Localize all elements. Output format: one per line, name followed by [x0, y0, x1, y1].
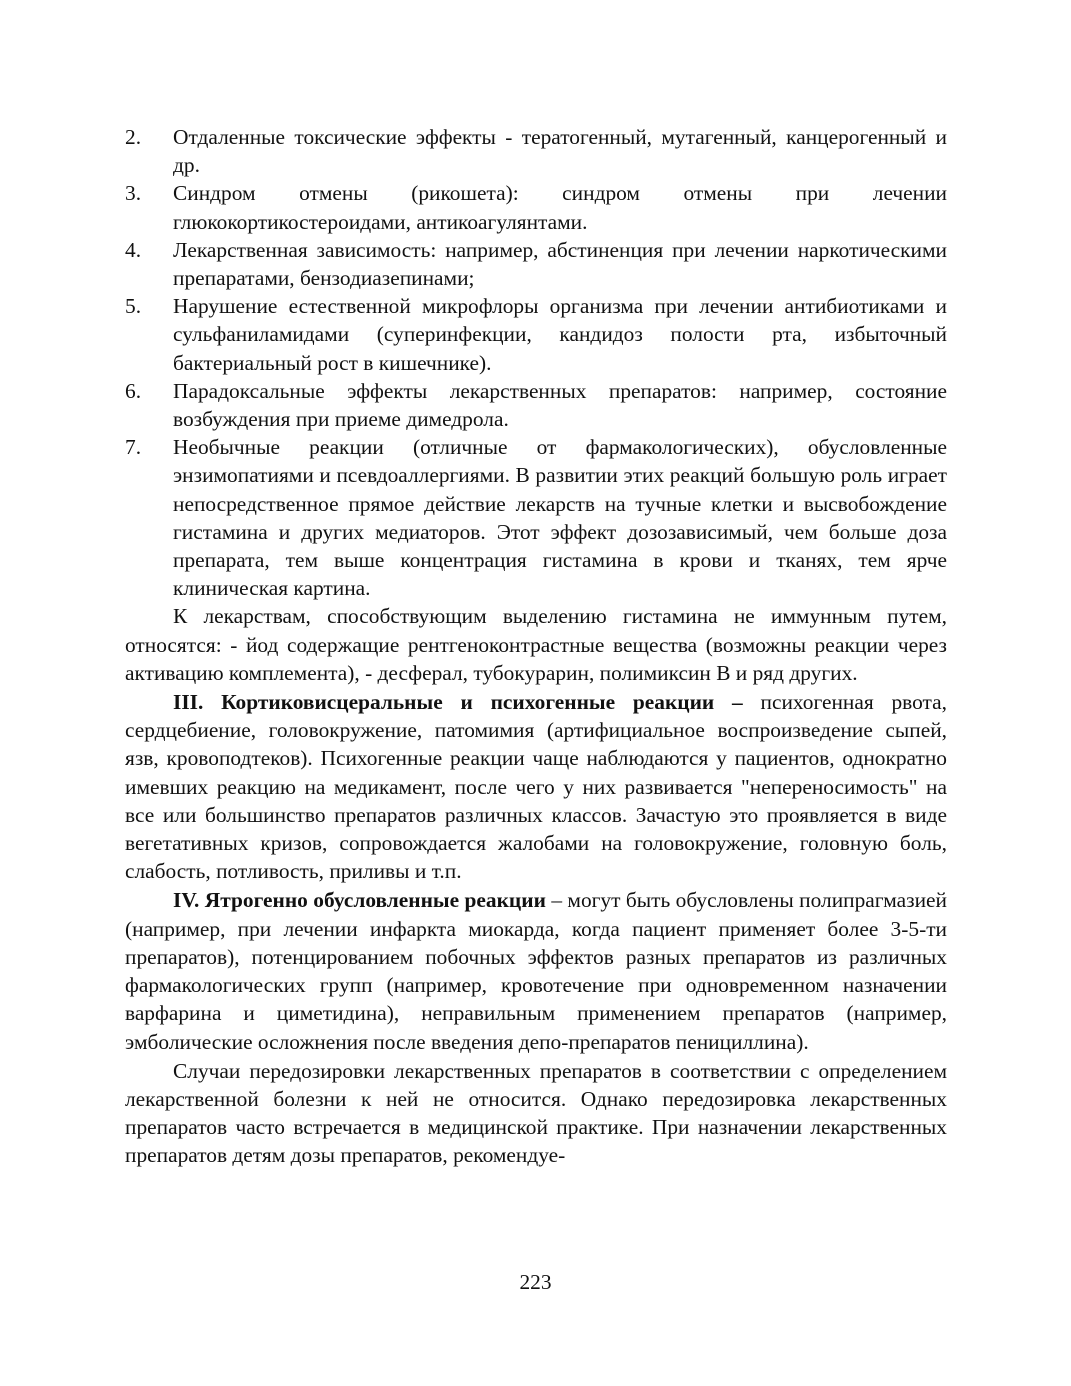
section-4-heading: IV. Ятрогенно обусловленные реакции: [173, 888, 546, 913]
list-item-text: Лекарственная зависимость: например, абстиненция при лечении наркотическими препаратами, бензодиазепинами;: [173, 237, 947, 291]
list-item-text: Синдром отмены (рикошета): синдром отмены при лечении глюкокортикостероидами, антикоагулянтами.: [173, 181, 947, 234]
list-item: [125, 236, 947, 292]
numbered-list: [125, 123, 947, 602]
list-item-text: Необычные реакции (отличные от фармакологических), обусловленные энзимопатиями и псевдоаллергиями. В развитии этих реакций большую роль играет непосредственное прямое действие лекарств на тучные клетки и высвобождение гистамина и других медиаторов. Этот эффект дозозависимый, чем больше доза препарата, тем выше концентрация гистамина в крови и тканях, тем ярче клиническая картина.: [173, 435, 947, 601]
list-item-number: 3.: [125, 181, 142, 206]
section-3-text: психогенная рвота, сердцебиение, головокружение, патомимия (артифициальное воспроизведение сыпей, язв, кровоподтеков). Психогенные реакции чаще наблюдаются у пациентов, однократно имевших реакцию на медикамент, после чего у них развивается "непереносимость" на все или большинство препаратов различных классов. Зачастую это проявляется в виде вегетативных кризов, сопровождается жалобами на головокружение, головную боль, слабость, потливость, приливы и т.п.: [125, 690, 947, 884]
list-item-text: Отдаленные токсические эффекты - тератогенный, мутагенный, канцерогенный и др.: [173, 125, 947, 178]
page-content: [125, 123, 947, 1170]
list-item: [125, 433, 947, 602]
page-number: 223: [519, 1270, 552, 1294]
list-item-number: 2.: [125, 125, 142, 149]
list-item-number: 7.: [125, 435, 142, 460]
list-item-text: Нарушение естественной микрофлоры организма при лечении антибиотиками и сульфаниламидами (суперинфекции, кандидоз полости рта, избыточный бактериальный рост в кишечнике).: [173, 294, 947, 375]
list-item: [125, 179, 947, 235]
list-item: [125, 292, 947, 377]
section-3-heading: III. Кортиковисцеральные и психогенные реакции –: [173, 690, 743, 715]
paragraph-section-3: [125, 688, 947, 885]
paragraph-section-4: [125, 886, 947, 1055]
list-item-number: 4.: [125, 237, 142, 262]
list-item-text: Парадоксальные эффекты лекарственных препаратов: например, состояние возбуждения при приеме димедрола.: [173, 378, 947, 432]
list-item: [125, 123, 947, 179]
list-item-number: 5.: [125, 294, 142, 319]
list-item: [125, 377, 947, 433]
paragraph-overdose: Случаи передозировки лекарственных препаратов в соответствии с определением лекарственной болезни к ней не относится. Однако передозировка лекарственных препаратов часто встречается в медицинской практике. При назначении лекарственных препаратов детям дозы препаратов, рекомендуе-: [125, 1058, 947, 1168]
section-4-text: – могут быть обусловлены полипрагмазией (например, при лечении инфаркта миокарда, когда пациент применяет более 3-5-ти препаратов), потенцированием побочных эффектов разных препаратов из различных фармакологических групп (например, кровотечение при одновременном назначении варфарина и циметидина), неправильным применением препаратов (например, эмболические осложнения после введения депо-препаратов пенициллина).: [125, 888, 947, 1054]
list-item-number: 6.: [125, 378, 142, 403]
paragraph-histamine: К лекарствам, способствующим выделению гистамина не иммунным путем, относятся: - йод содержащие рентгеноконтрастные вещества (возможны реакции через активацию комплемента), - десферал, тубокурарин, полимиксин В и ряд других.: [125, 604, 947, 685]
